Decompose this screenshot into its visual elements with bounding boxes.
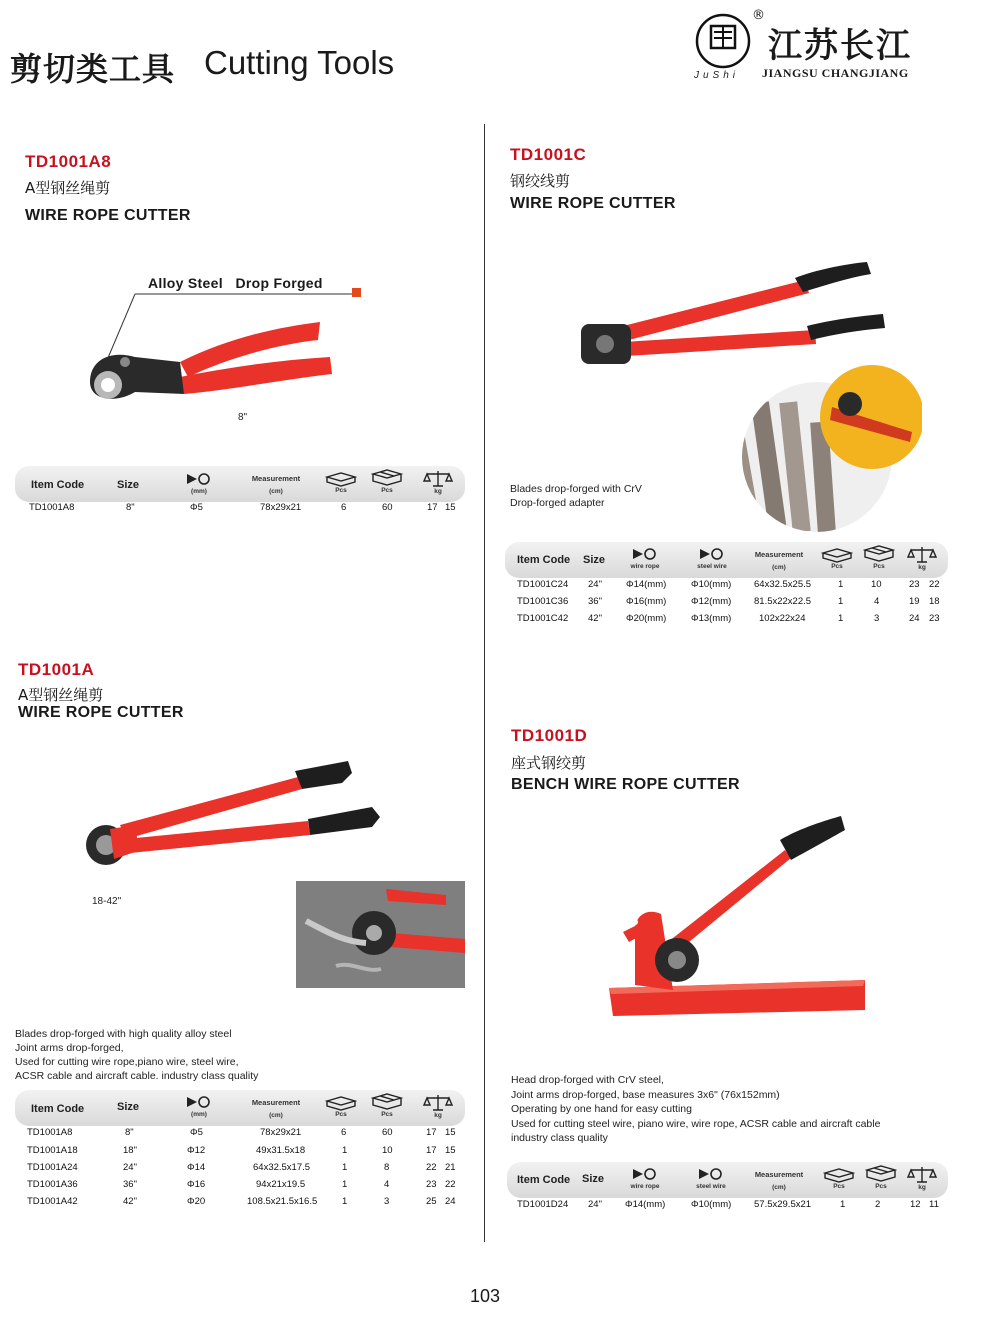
cutting-capacity-icon [185,1095,213,1109]
col-inner-pcs: Pcs [335,487,347,494]
spec-table-header-c [505,542,948,578]
cell-capacity: Φ14 [187,1162,206,1173]
cell-size: 42" [123,1196,137,1207]
product-name-cn-a: A型钢丝绳剪 [18,686,104,704]
col-carton-pcs: Pcs [873,563,885,570]
table-row [507,1199,948,1213]
cell-size: 8" [126,502,135,513]
cell-net-weight: 22 [445,1179,456,1190]
cell-capacity: Φ20 [187,1196,206,1207]
cell-gross-weight: 19 [909,596,920,607]
wire-rope-capacity-icon [631,1167,659,1181]
brand-name-cn: 江苏长江 [768,26,912,66]
cell-measurement: 108.5x21.5x16.5 [247,1196,318,1207]
cell-wire-rope: Φ14(mm) [626,579,667,590]
cell-gross-weight: 23 [909,579,920,590]
col-measurement: Measurement [754,550,804,559]
cell-gross-weight: 25 [426,1196,437,1207]
cell-capacity: Φ16 [187,1179,206,1190]
cell-gross-weight: 17 [427,502,438,513]
cell-carton-pcs: 60 [382,502,393,513]
cell-steel-wire: Φ10(mm) [691,579,732,590]
product-name-en-a8: WIRE ROPE CUTTER [25,207,191,224]
cell-capacity: Φ5 [190,1127,203,1138]
steel-wire-closeup-image [722,362,922,532]
product-code-c: TD1001C [510,145,587,164]
cell-size: 24" [588,1199,602,1210]
col-measurement-unit: (cm) [269,488,283,495]
col-size: Size [117,479,140,491]
col-item-code: Item Code [517,554,571,566]
cell-inner-pcs: 1 [838,596,844,607]
cell-inner-pcs: 6 [341,1127,347,1138]
cell-wire-rope: Φ20(mm) [626,613,667,624]
col-size: Size [583,554,606,566]
cell-wire-rope: Φ14(mm) [625,1199,666,1210]
cell-gross-weight: 12 [910,1199,921,1210]
column-divider [484,124,485,1242]
col-size: Size [117,1101,140,1113]
cell-gross-weight: 17 [426,1127,437,1138]
bench-wire-rope-cutter-image [605,810,870,1020]
col-weight: kg [918,1184,926,1191]
product-name-cn-c: 钢绞线剪 [510,172,571,190]
product-code-d: TD1001D [511,726,588,745]
notes-d-line-4: Used for cutting steel wire, piano wire, wire rope, ACSR cable and aircraft cable [511,1118,881,1130]
cell-measurement: 57.5x29.5x21 [754,1199,812,1210]
product-name-en-c: WIRE ROPE CUTTER [510,195,676,212]
cell-item-code: TD1001D24 [517,1199,569,1210]
cell-net-weight: 11 [929,1199,939,1210]
page-title-cn: 剪切类工具 [10,50,176,88]
box-icon [325,1095,357,1111]
brand-logo-icon [694,12,752,70]
steel-wire-capacity-icon [698,547,726,561]
cell-net-weight: 24 [445,1196,456,1207]
cell-carton-pcs: 3 [874,613,880,624]
cell-measurement: 64x32.5x17.5 [253,1162,311,1173]
cell-measurement: 102x22x24 [759,613,806,624]
cell-steel-wire: Φ12(mm) [691,596,732,607]
cell-size: 24" [123,1162,137,1173]
carton-icon [863,545,895,563]
box-icon [821,547,853,563]
col-weight: kg [918,564,926,571]
col-capacity-unit: (mm) [191,1111,207,1118]
page-title-en: Cutting Tools [204,44,395,81]
scale-icon [423,470,453,488]
col-measurement: Measurement [754,1170,804,1179]
bolt-style-wire-rope-cutter-image [575,258,895,373]
col-item-code: Item Code [517,1174,571,1186]
cell-carton-pcs: 60 [382,1127,393,1138]
col-measurement-unit: (cm) [772,564,786,571]
cell-item-code: TD1001C36 [517,596,569,607]
cell-net-weight: 15 [445,1145,456,1156]
product-name-en-a: WIRE ROPE CUTTER [18,704,184,721]
cell-gross-weight: 22 [426,1162,437,1173]
cutting-capacity-icon [185,472,213,486]
logo-text: JuShi [694,70,740,81]
col-inner-pcs: Pcs [831,563,843,570]
col-inner-pcs: Pcs [833,1183,845,1190]
size-label-a: 18-42" [92,896,122,907]
notes-d-line-5: industry class quality [511,1132,608,1144]
scale-icon [907,1166,937,1184]
cell-inner-pcs: 1 [838,579,844,590]
carton-icon [865,1165,897,1183]
col-wire-rope: wire rope [630,1183,660,1190]
cell-size: 24" [588,579,602,590]
cell-size: 42" [588,613,602,624]
registered-mark: ® [752,8,765,23]
cell-carton-pcs: 3 [384,1196,390,1207]
cell-size: 18" [123,1145,137,1156]
col-capacity-unit: (mm) [191,488,207,495]
table-row [505,579,948,593]
wire-rope-cutter-long-image [80,755,390,870]
col-item-code: Item Code [31,1103,85,1115]
col-inner-pcs: Pcs [335,1111,347,1118]
cell-measurement: 78x29x21 [260,1127,302,1138]
cell-capacity: Φ12 [187,1145,206,1156]
carton-icon [371,469,403,487]
table-row [15,1196,465,1210]
cutter-in-use-photo [296,881,465,988]
cell-inner-pcs: 1 [342,1145,348,1156]
cell-net-weight: 23 [929,613,940,624]
notes-a-line-1: Blades drop-forged with high quality alloy steel [15,1028,232,1040]
col-size: Size [582,1173,605,1185]
cell-gross-weight: 24 [909,613,920,624]
notes-d-line-3: Operating by one hand for easy cutting [511,1103,692,1115]
col-steel-wire: steel wire [696,1183,726,1190]
cell-net-weight: 22 [929,579,940,590]
cell-inner-pcs: 1 [342,1196,348,1207]
table-row [15,1145,465,1159]
product-code-a: TD1001A [18,660,95,679]
wire-rope-cutter-8in-image [80,282,370,422]
table-row [505,596,948,610]
cell-measurement: 94x21x19.5 [256,1179,306,1190]
cell-measurement: 78x29x21 [260,502,302,513]
notes-c-line-1: Blades drop-forged with CrV [510,483,642,495]
cell-item-code: TD1001C24 [517,579,569,590]
col-steel-wire: steel wire [697,563,727,570]
cell-item-code: TD1001A24 [27,1162,78,1173]
cell-measurement: 81.5x22x22.5 [754,596,812,607]
spec-table-header-a8 [15,466,465,502]
carton-icon [371,1093,403,1111]
cell-size: 36" [123,1179,137,1190]
cell-item-code: TD1001A42 [27,1196,78,1207]
size-label-a8: 8" [238,412,248,423]
table-row [15,1179,465,1193]
cell-net-weight: 21 [445,1162,456,1173]
cell-item-code: TD1001A18 [27,1145,78,1156]
cell-gross-weight: 17 [426,1145,437,1156]
cell-carton-pcs: 8 [384,1162,390,1173]
box-icon [823,1167,855,1183]
cell-size: 8" [125,1127,134,1138]
product-name-en-d: BENCH WIRE ROPE CUTTER [511,776,740,793]
cell-carton-pcs: 10 [382,1145,393,1156]
product-name-cn-d: 座式钢绞剪 [511,754,587,772]
box-icon [325,471,357,487]
cell-item-code: TD1001A8 [29,502,75,513]
cell-item-code: TD1001C42 [517,613,569,624]
cell-measurement: 49x31.5x18 [256,1145,306,1156]
notes-a-line-2: Joint arms drop-forged, [15,1042,124,1054]
table-row [505,613,948,627]
cell-inner-pcs: 1 [838,613,844,624]
cell-capacity: Φ5 [190,502,203,513]
cell-measurement: 64x32.5x25.5 [754,579,812,590]
spec-table-header-d [507,1162,948,1198]
table-row [15,502,465,516]
notes-a-line-4: ACSR cable and aircraft cable. industry class quality [15,1070,259,1082]
cell-inner-pcs: 1 [342,1162,348,1173]
product-code-a8: TD1001A8 [25,152,112,171]
cell-carton-pcs: 4 [874,596,880,607]
spec-table-header-a [15,1090,465,1126]
cell-size: 36" [588,596,602,607]
steel-wire-capacity-icon [697,1167,725,1181]
col-carton-pcs: Pcs [381,487,393,494]
notes-d-line-1: Head drop-forged with CrV steel, [511,1074,664,1086]
cell-item-code: TD1001A36 [27,1179,78,1190]
col-item-code: Item Code [31,479,85,491]
cell-steel-wire: Φ10(mm) [691,1199,732,1210]
page-number: 103 [469,1286,501,1306]
cell-inner-pcs: 1 [342,1179,348,1190]
col-measurement-unit: (cm) [772,1184,786,1191]
notes-c-line-2: Drop-forged adapter [510,497,605,509]
col-weight: kg [434,1112,442,1119]
col-wire-rope: wire rope [630,563,660,570]
col-measurement: Measurement [251,474,301,483]
cell-carton-pcs: 4 [384,1179,390,1190]
col-measurement-unit: (cm) [269,1112,283,1119]
cell-carton-pcs: 2 [875,1199,881,1210]
table-row [15,1127,465,1141]
scale-icon [423,1094,453,1112]
cell-gross-weight: 23 [426,1179,437,1190]
cell-steel-wire: Φ13(mm) [691,613,732,624]
col-carton-pcs: Pcs [875,1183,887,1190]
scale-icon [907,546,937,564]
cell-net-weight: 15 [445,1127,456,1138]
col-weight: kg [434,488,442,495]
cell-net-weight: 18 [929,596,940,607]
cell-item-code: TD1001A8 [27,1127,73,1138]
material-callout: Alloy Steel Drop Forged [148,275,323,291]
cell-net-weight: 15 [445,502,456,513]
wire-rope-capacity-icon [631,547,659,561]
col-carton-pcs: Pcs [381,1111,393,1118]
cell-carton-pcs: 10 [871,579,882,590]
product-name-cn-a8: A型钢丝绳剪 [25,179,111,197]
cell-inner-pcs: 6 [341,502,347,513]
brand-name-en: JIANGSU CHANGJIANG [762,66,909,80]
table-row [15,1162,465,1176]
col-measurement: Measurement [251,1098,301,1107]
cell-wire-rope: Φ16(mm) [626,596,667,607]
notes-d-line-2: Joint arms drop-forged, base measures 3x6" (76x152mm) [511,1089,780,1101]
notes-a-line-3: Used for cutting wire rope,piano wire, steel wire, [15,1056,239,1068]
cell-inner-pcs: 1 [840,1199,846,1210]
